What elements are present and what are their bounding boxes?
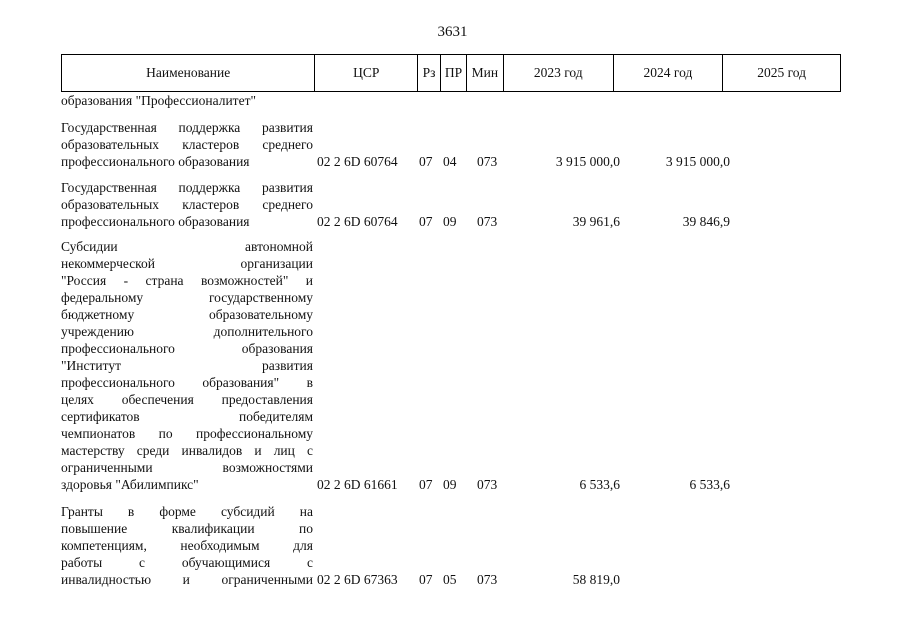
row-name-line: компетенциям, необходимым для bbox=[61, 538, 313, 553]
header-pr: ПР bbox=[441, 55, 467, 91]
row-pr: 09 bbox=[443, 477, 457, 492]
row-name-line: ограниченными возможностями bbox=[61, 460, 313, 475]
row-name bbox=[61, 119, 313, 170]
row-csr: 02 2 6D 67363 bbox=[317, 572, 398, 587]
row-rz: 07 bbox=[419, 572, 433, 587]
row-rz: 07 bbox=[419, 154, 433, 169]
row-2023: 3 915 000,0 bbox=[555, 154, 620, 169]
row-2024: 6 533,6 bbox=[689, 477, 730, 492]
row-name-line: Гранты в форме субсидий на bbox=[61, 504, 313, 519]
header-name: Наименование bbox=[62, 55, 315, 91]
row-min: 073 bbox=[477, 214, 498, 229]
page-number: 3631 bbox=[437, 24, 468, 40]
row-2023: 39 961,6 bbox=[572, 214, 620, 229]
row-name-line: здоровья "Абилимпикс" bbox=[61, 477, 199, 492]
row-name-line: "Институт развития bbox=[61, 358, 313, 373]
row-name-line: бюджетному образовательному bbox=[61, 307, 313, 322]
row-min: 073 bbox=[477, 477, 498, 492]
row-csr: 02 2 6D 61661 bbox=[317, 477, 398, 492]
row-2024: 3 915 000,0 bbox=[665, 154, 730, 169]
row-name bbox=[61, 238, 313, 493]
row-name-line: сертификатов победителям bbox=[61, 409, 313, 424]
row-pr: 05 bbox=[443, 572, 457, 587]
header-rz: Рз bbox=[418, 55, 441, 91]
header-2025: 2025 год bbox=[757, 65, 807, 80]
row-name bbox=[61, 92, 313, 109]
row-name-line: образовательных кластеров среднего bbox=[61, 137, 313, 152]
row-rz: 07 bbox=[419, 477, 433, 492]
row-name-line: Субсидии автономной bbox=[61, 239, 313, 254]
row-name-line: профессионального образования" в bbox=[61, 375, 313, 390]
header-2024: 2024 год bbox=[614, 55, 724, 91]
row-min: 073 bbox=[477, 154, 498, 169]
row-name-line: мастерству среди инвалидов и лиц с bbox=[61, 443, 313, 458]
row-name-line: Государственная поддержка развития bbox=[61, 120, 313, 135]
row-name bbox=[61, 503, 313, 588]
row-name-line: профессионального образования bbox=[61, 214, 250, 229]
row-csr: 02 2 6D 60764 bbox=[317, 154, 398, 169]
row-name-line: "Россия - страна возможностей" и bbox=[61, 273, 313, 288]
row-name bbox=[61, 179, 313, 230]
row-name-line: чемпионатов по профессиональному bbox=[61, 426, 313, 441]
row-name-line: образовательных кластеров среднего bbox=[61, 197, 313, 212]
row-2023: 6 533,6 bbox=[579, 477, 620, 492]
row-rz: 07 bbox=[419, 214, 433, 229]
row-name-line: инвалидностью и ограниченными bbox=[61, 572, 313, 587]
row-2024: 39 846,9 bbox=[682, 214, 730, 229]
row-name-line: образования "Профессионалитет" bbox=[61, 93, 256, 108]
row-name-line: федеральному государственному bbox=[61, 290, 313, 305]
row-name-line: работы с обучающимися с bbox=[61, 555, 313, 570]
header-csr: ЦСР bbox=[315, 55, 418, 91]
row-name-line: целях обеспечения предоставления bbox=[61, 392, 313, 407]
row-2023: 58 819,0 bbox=[572, 572, 620, 587]
row-name-line: Государственная поддержка развития bbox=[61, 180, 313, 195]
row-min: 073 bbox=[477, 572, 498, 587]
table-header bbox=[61, 54, 841, 92]
row-name-line: некоммерческой организации bbox=[61, 256, 313, 271]
row-name-line: повышение квалификации по bbox=[61, 521, 313, 536]
header-2023: 2023 год bbox=[504, 55, 614, 91]
row-name-line: учреждению дополнительного bbox=[61, 324, 313, 339]
row-name-line: профессионального образования bbox=[61, 341, 313, 356]
header-min: Мин bbox=[467, 55, 504, 91]
row-name-line: профессионального образования bbox=[61, 154, 250, 169]
row-csr: 02 2 6D 60764 bbox=[317, 214, 398, 229]
row-pr: 04 bbox=[443, 154, 457, 169]
row-pr: 09 bbox=[443, 214, 457, 229]
